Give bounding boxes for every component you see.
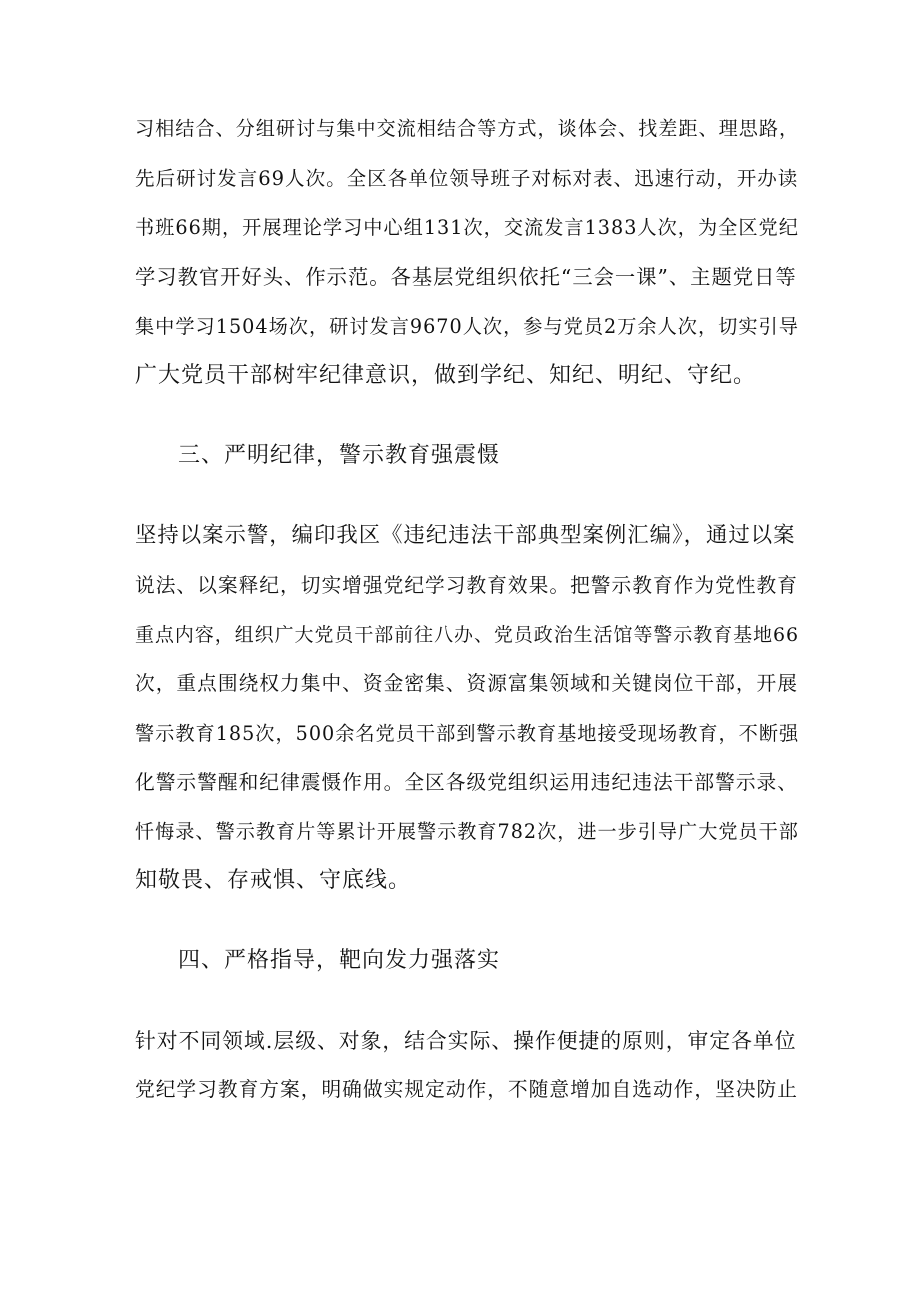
text-line: 化警示警醒和纪律震慑作用。全区各级党组织运用违纪违法干部警示录、: [135, 771, 798, 794]
text-line: 广大党员干部树牢纪律意识，做到学纪、知纪、明纪、守纪。: [135, 363, 757, 388]
text-line: 知敬畏、存戒惧、守底线。: [135, 868, 412, 893]
section-heading-3: 三、严明纪律，警示教育强震慑: [178, 443, 501, 468]
text-line: 学习教官开好头、作示范。各基层党组织依托“三会一课”、主题党日等: [135, 265, 797, 289]
text-line: 党纪学习教育方案，明确做实规定动作，不随意增加自选动作，坚决防止: [135, 1078, 798, 1101]
text-line: 集中学习1504场次，研讨发言9670人次，参与党员2万余人次，切实引导: [135, 315, 799, 338]
text-line: 次，重点围绕权力集中、资金密集、资源富集领域和关键岗位干部，开展: [135, 672, 798, 695]
text-line: 忏悔录、警示教育片等累计开展警示教育782次，进一步引导广大党员干部: [135, 820, 799, 843]
text-line: 书班66期，开展理论学习中心组131次，交流发言1383人次，为全区党纪: [135, 216, 799, 239]
section-heading-4: 四、严格指导，靶向发力强落实: [178, 948, 501, 973]
text-line: 说法、以案释纪，切实增强党纪学习教育效果。把警示教育作为党性教育: [135, 574, 798, 597]
text-line: 重点内容，组织广大党员干部前往八办、党员政治生活馆等警示教育基地66: [135, 624, 800, 646]
text-line: 习相结合、分组研讨与集中交流相结合等方式，谈体会、找差距、理思路，: [135, 117, 800, 140]
text-line: 坚持以案示警，编印我区《违纪违法干部典型案例汇编》，通过以案: [135, 523, 796, 548]
text-line: 警示教育185次，500余名党员干部到警示教育基地接受现场教育，不断强: [135, 722, 800, 745]
text-line: 针对不同领域.层级、对象，结合实际、操作便捷的原则，审定各单位: [135, 1029, 797, 1053]
text-line: 先后研讨发言69人次。全区各单位领导班子对标对表、迅速行动，开办读: [135, 167, 799, 190]
